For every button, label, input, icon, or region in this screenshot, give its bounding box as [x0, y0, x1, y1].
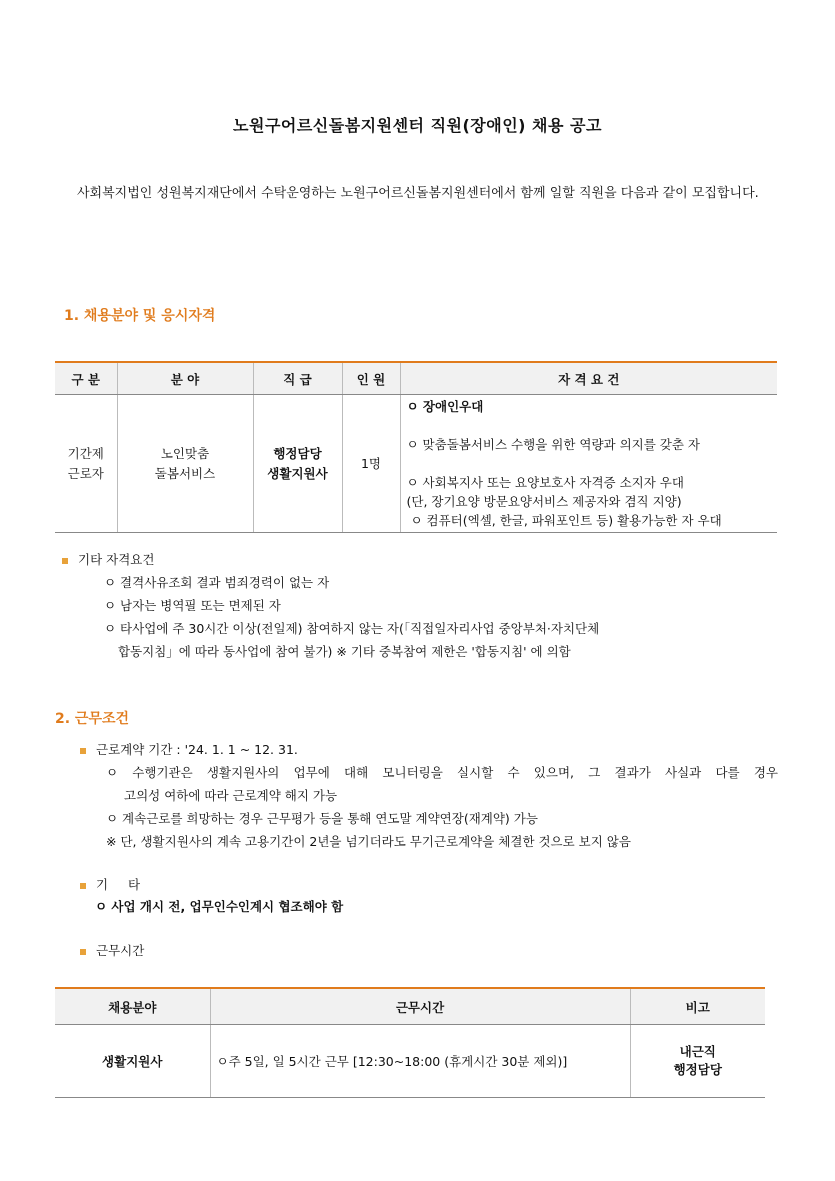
cell-hours: ㅇ주 5일, 일 5시간 근무 [12:30~18:00 (휴게시간 30분 제외)]	[210, 1025, 630, 1098]
square-bullet-icon	[80, 883, 86, 889]
contract-line: ㅇ 수행기관은 생활지원사의 업무에 대해 모니터링을 실시할 수 있으며, 그 결과가 사실과 다를 경우	[106, 765, 778, 780]
req-line: ㅇ 맞춤돌봄서비스 수행을 위한 역량과 의지를 갖춘 자	[406, 437, 700, 452]
cell-field: 노인맞춤 돌봄서비스	[117, 395, 253, 533]
cell-field: 생활지원사	[55, 1025, 210, 1098]
header-field: 채용분야	[55, 988, 210, 1025]
table-header-row	[55, 988, 765, 1025]
square-bullet-icon	[80, 748, 86, 754]
work-hours-table	[55, 987, 765, 1098]
contract-line: 고의성 여하에 따라 근로계약 해지 가능	[124, 788, 338, 803]
header-rank: 직 급	[253, 362, 342, 395]
cell-rank: 행정담당 생활지원사	[253, 395, 342, 533]
intro-paragraph	[55, 183, 780, 205]
etc-title: 기 타	[80, 875, 140, 893]
contract-period: 근로계약 기간 : '24. 1. 1 ~ 12. 31.	[80, 740, 298, 758]
header-requirements: 자 격 요 건	[400, 362, 777, 395]
header-count: 인 원	[342, 362, 400, 395]
intro-text: 사회복지법인 성원복지재단에서 수탁운영하는 노원구어르신돌봄지원센터에서 함께 일할 직원을 다음과 같이 모집합니다.	[77, 186, 759, 201]
square-bullet-icon	[62, 558, 68, 564]
cell-count: 1명	[342, 395, 400, 533]
header-hours: 근무시간	[210, 988, 630, 1025]
header-type: 구 분	[55, 362, 117, 395]
section2-heading: 2. 근무조건	[55, 711, 130, 727]
cell-requirements	[400, 395, 777, 533]
header-field: 분 야	[117, 362, 253, 395]
cell-type: 기간제 근로자	[55, 395, 117, 533]
table-row	[55, 395, 777, 533]
other-requirements-title: 기타 자격요건	[62, 550, 154, 568]
req-line: (단, 장기요양 방문요양서비스 제공자와 겸직 지양)	[406, 494, 682, 509]
cell-note: 내근직 행정담당	[630, 1025, 765, 1098]
qualification-table	[55, 361, 777, 533]
req-line	[407, 454, 772, 473]
etc-line: ㅇ 사업 개시 전, 업무인수인계시 협조해야 함	[95, 899, 344, 914]
table-header-row	[55, 362, 777, 395]
other-line: ㅇ 남자는 병역필 또는 면제된 자	[104, 598, 281, 613]
contract-line: ㅇ 계속근로를 희망하는 경우 근무평가 등을 통해 연도말 계약연장(재계약) 가능	[106, 811, 538, 826]
req-line: ㅇ 컴퓨터(엑셀, 한글, 파워포인트 등) 활용가능한 자 우대	[406, 513, 722, 528]
hours-title: 근무시간	[80, 941, 144, 959]
req-line: ㅇ 장애인우대	[406, 399, 484, 414]
other-line: 합동지침」에 따라 동사업에 참여 불가) ※ 기타 중복참여 제한은 '합동지침' 에 의함	[118, 644, 571, 659]
square-bullet-icon	[80, 949, 86, 955]
req-line: ㅇ 사회복지사 또는 요양보호사 자격증 소지자 우대	[406, 475, 684, 490]
page-title: 노원구어르신돌봄지원센터 직원(장애인) 채용 공고	[233, 116, 602, 135]
table-row	[55, 1025, 765, 1098]
req-line	[407, 416, 772, 435]
other-line: ㅇ 결격사유조회 결과 범죄경력이 없는 자	[104, 575, 330, 590]
section1-heading: 1. 채용분야 및 응시자격	[64, 308, 216, 324]
contract-line: ※ 단, 생활지원사의 계속 고용기간이 2년을 넘기더라도 무기근로계약을 체결한 것으로 보지 않음	[106, 834, 631, 849]
other-line: ㅇ 타사업에 주 30시간 이상(전일제) 참여하지 않는 자(「직접일자리사업 중앙부처·자치단체	[104, 621, 600, 636]
header-note: 비고	[630, 988, 765, 1025]
